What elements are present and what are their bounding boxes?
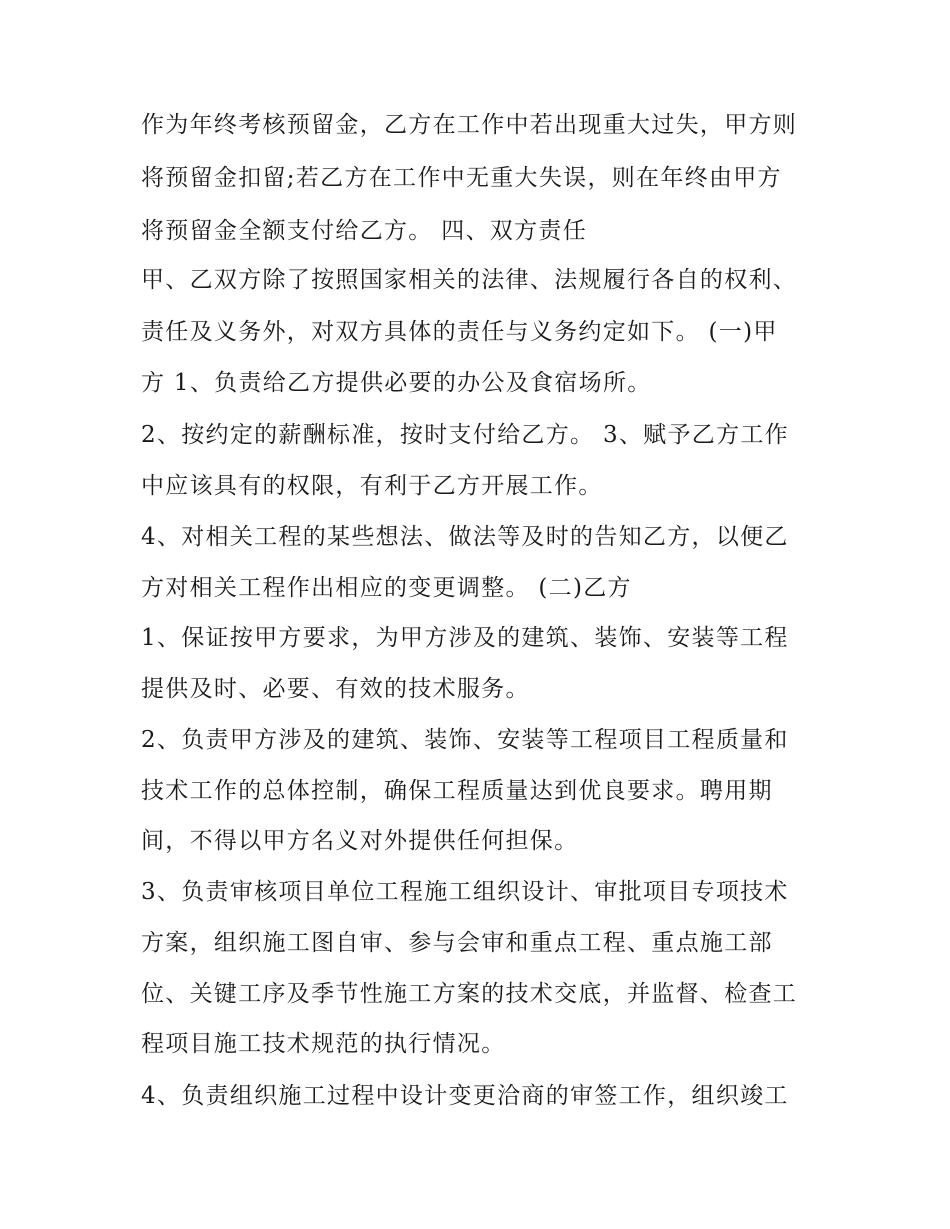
text-line: 4、对相关工程的某些想法、做法等及时的告知乙方，以便乙	[141, 524, 789, 550]
text-line: 3、负责审核项目单位工程施工组织设计、审批项目专项技术	[141, 879, 789, 905]
text-line: 中应该具有的权限，有利于乙方开展工作。	[141, 473, 603, 499]
text-line: 将预留金扣留;若乙方在工作中无重大失误，则在年终由甲方	[141, 165, 782, 191]
text-line: 方 1、负责给乙方提供必要的办公及食宿场所。	[141, 370, 652, 396]
text-line: 2、负责甲方涉及的建筑、装饰、安装等工程项目工程质量和	[141, 727, 789, 753]
text-line: 甲、乙双方除了按照国家相关的法律、法规履行各自的权利、	[141, 267, 798, 293]
text-line: 技术工作的总体控制，确保工程质量达到优良要求。聘用期	[141, 778, 773, 804]
text-line: 2、按约定的薪酬标准，按时支付给乙方。 3、赋予乙方工作	[141, 422, 789, 448]
text-line: 1、保证按甲方要求，为甲方涉及的建筑、装饰、安装等工程	[141, 625, 789, 651]
text-line: 责任及义务外，对双方具体的责任与义务约定如下。 (一)甲	[141, 319, 778, 345]
text-line: 程项目施工技术规范的执行情况。	[141, 1031, 506, 1057]
text-line: 4、负责组织施工过程中设计变更洽商的审签工作，组织竣工	[141, 1083, 789, 1109]
text-line: 间，不得以甲方名义对外提供任何担保。	[141, 828, 579, 854]
text-line: 作为年终考核预留金，乙方在工作中若出现重大过失，甲方则	[141, 112, 798, 138]
text-line: 将预留金全额支付给乙方。 四、双方责任	[141, 218, 588, 244]
text-line: 位、关键工序及季节性施工方案的技术交底，并监督、检查工	[141, 981, 798, 1007]
text-line: 提供及时、必要、有效的技术服务。	[141, 676, 530, 702]
text-line: 方案，组织施工图自审、参与会审和重点工程、重点施工部	[141, 930, 773, 956]
text-line: 方对相关工程作出相应的变更调整。 (二)乙方	[141, 575, 632, 601]
